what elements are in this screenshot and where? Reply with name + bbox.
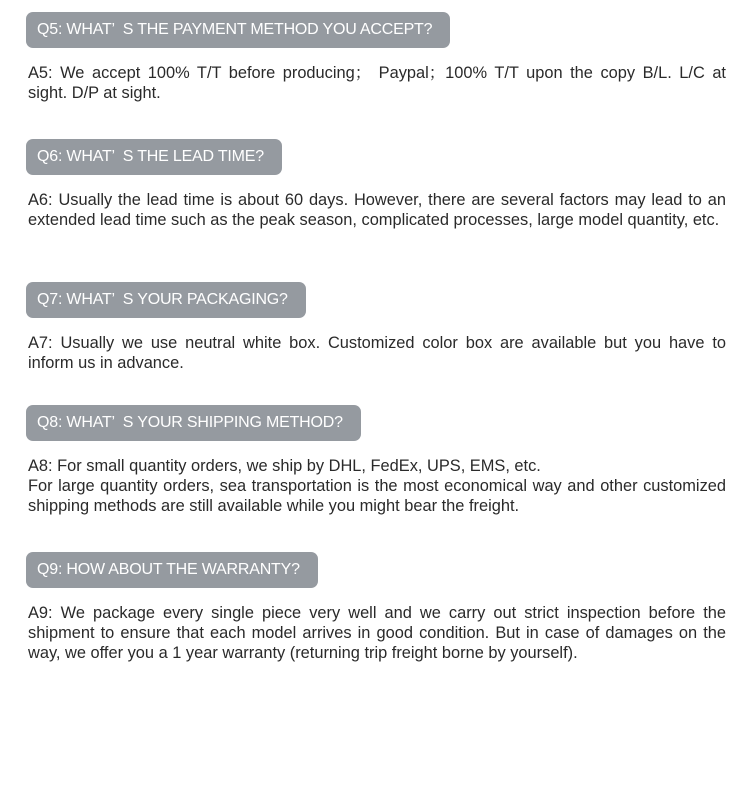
answer-text: A8: For small quantity orders, we ship by DHL, FedEx, UPS, EMS, etc. For large quantity orders, sea transportation is the most economical way and other customized shipping methods are still available while you might bear the freight.	[28, 457, 726, 515]
question-heading: Q5: WHAT’ S THE PAYMENT METHOD YOU ACCEPT?	[26, 12, 450, 48]
answer-text: A7: Usually we use neutral white box. Customized color box are available but you have to inform us in advance.	[28, 334, 726, 372]
question-heading: Q9: HOW ABOUT THE WARRANTY?	[26, 552, 318, 588]
answer-text: A9: We package every single piece very well and we carry out strict inspection before the shipment to ensure that each model arrives in good condition. But in case of damages on the way, we offer you a 1 year warranty (returning trip freight borne by yourself).	[28, 604, 726, 662]
answer-text: A5: We accept 100% T/T before producing； Paypal；100% T/T upon the copy B/L. L/C at sight. D/P at sight.	[28, 64, 726, 102]
faq-item-q6	[26, 139, 726, 230]
question-heading: Q6: WHAT’ S THE LEAD TIME?	[26, 139, 282, 175]
answer-text: A6: Usually the lead time is about 60 days. However, there are several factors may lead to an extended lead time such as the peak season, complicated processes, large model quantity, etc.	[28, 191, 726, 229]
question-heading: Q7: WHAT’ S YOUR PACKAGING?	[26, 282, 306, 318]
question-heading: Q8: WHAT’ S YOUR SHIPPING METHOD?	[26, 405, 361, 441]
faq-item-q5	[26, 12, 726, 103]
faq-item-q9	[26, 552, 726, 663]
faq-item-q8	[26, 405, 726, 516]
faq-item-q7	[26, 282, 726, 373]
